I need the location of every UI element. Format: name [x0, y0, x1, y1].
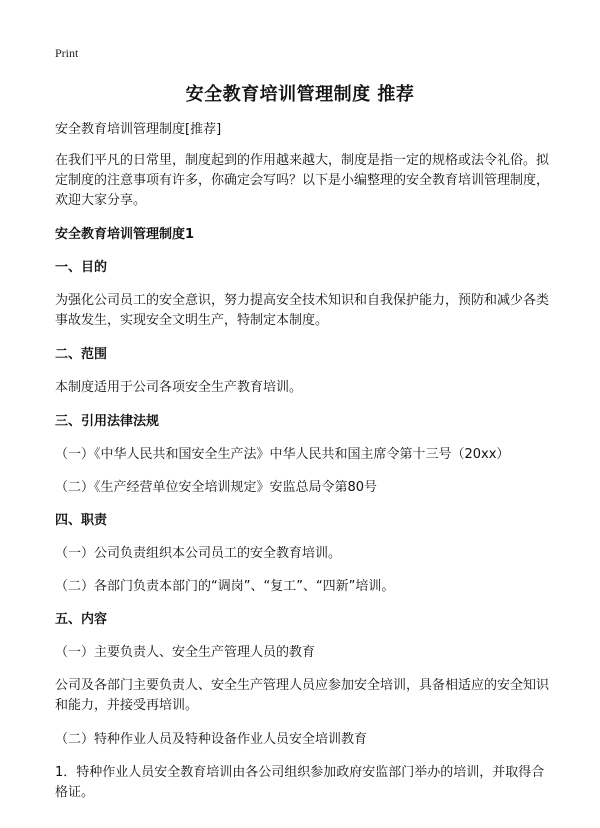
duty-item-2: （二）各部门负责本部门的“调岗”、“复工”、“四新”培训。	[55, 579, 395, 594]
page-title: 安全教育培训管理制度 推荐	[185, 84, 415, 105]
paragraph-purpose: 为强化公司员工的安全意识，努力提高安全技术知识和自我保护能力，预防和减少各类事故发生，实现安全文明生产，特制定本制度。	[55, 293, 550, 328]
duty-item-1: （一）公司负责组织本公司员工的安全教育培训。	[55, 546, 342, 561]
heading-scope: 二、范围	[55, 347, 108, 362]
heading-laws: 三、引用法律法规	[55, 414, 160, 429]
law-item-1: （一）《中华人民共和国安全生产法》中华人民共和国主席令第十三号（20xx）	[55, 447, 510, 462]
paragraph-scope: 本制度适用于公司各项安全生产教育培训。	[55, 380, 303, 395]
content-item-1: （一）主要负责人、安全生产管理人员的教育	[55, 645, 316, 660]
print-link[interactable]: Print	[55, 46, 79, 60]
content-paragraph-2: 1．特种作业人员安全教育培训由各公司组织参加政府安监部门举办的培训，并取得合格证。	[55, 765, 545, 800]
intro-paragraph: 在我们平凡的日常里，制度起到的作用越来越大，制度是指一定的规格或法令礼俗。拟定制度的注意事项有许多，你确定会写吗？以下是小编整理的安全教育培训管理制度，欢迎大家分享。	[55, 153, 550, 208]
heading-content: 五、内容	[55, 612, 108, 627]
content-item-2: （二）特种作业人员及特种设备作业人员安全培训教育	[55, 732, 368, 747]
document-body	[55, 120, 550, 817]
heading-purpose: 一、目的	[55, 260, 108, 275]
content-paragraph-1: 公司及各部门主要负责人、安全生产管理人员应参加安全培训，具备相适应的安全知识和能力，并接受再培训。	[55, 678, 550, 713]
law-item-2: （二）《生产经营单位安全培训规定》安监总局令第80号	[55, 480, 378, 495]
document-subtitle: 安全教育培训管理制度[推荐]	[55, 122, 222, 137]
section-title: 安全教育培训管理制度1	[55, 227, 195, 242]
heading-duties: 四、职责	[55, 513, 108, 528]
